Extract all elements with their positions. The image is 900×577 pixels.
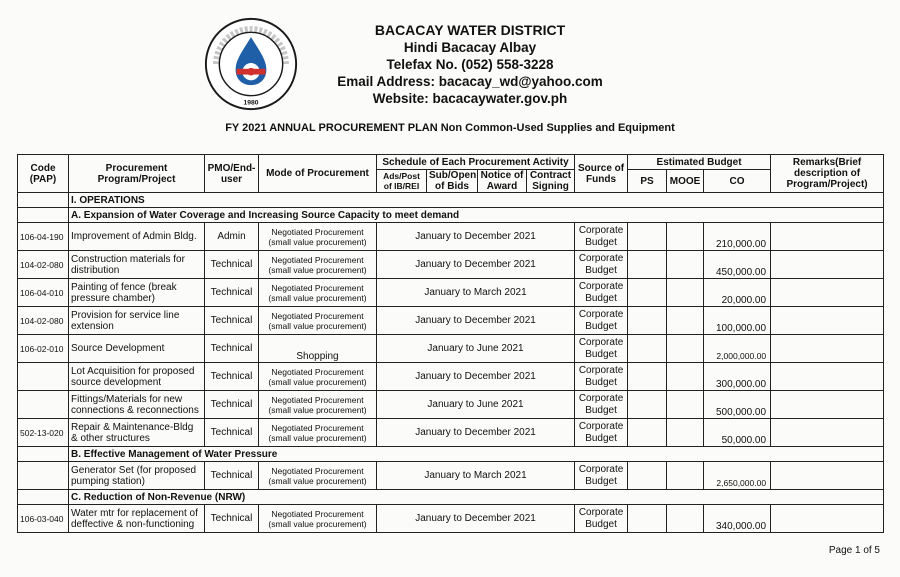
row-program: Generator Set (for proposed pumping station)	[69, 462, 205, 490]
col-co-header: CO	[704, 170, 771, 193]
row-source: Corporate Budget	[575, 391, 628, 419]
row-schedule: January to December 2021	[377, 307, 575, 335]
row-schedule: January to December 2021	[377, 419, 575, 447]
col-mooe-header: MOOE	[667, 170, 704, 193]
row-co: 300,000.00	[704, 363, 771, 391]
row-code	[18, 363, 69, 391]
table-row	[18, 307, 884, 335]
org-address: Hindi Bacacay Albay	[403, 40, 537, 55]
row-co: 210,000.00	[704, 223, 771, 251]
row-pmo: Technical	[205, 251, 259, 279]
row-code: 104-02-080	[18, 251, 69, 279]
col-contract-header: Contract Signing	[527, 170, 575, 193]
page-number: Page 1 of 5	[828, 545, 880, 556]
table-row	[18, 391, 884, 419]
row-program: Improvement of Admin Bldg.	[69, 223, 205, 251]
row-program: Water mtr for replacement of deffective & non-functioning	[69, 505, 205, 533]
table-row	[18, 251, 884, 279]
row-schedule: January to June 2021	[377, 391, 575, 419]
row-program: Provision for service line extension	[69, 307, 205, 335]
row-co: 20,000.00	[704, 279, 771, 307]
row-pmo: Technical	[205, 462, 259, 490]
seal-year: 1980	[243, 99, 259, 107]
row-mode: Negotiated Procurement (small value procurement)	[259, 505, 377, 533]
col-subopen-header: Sub/Open of Bids	[427, 170, 478, 193]
table-row	[18, 279, 884, 307]
row-program: Repair & Maintenance-Bldg & other structures	[69, 419, 205, 447]
row-pmo: Admin	[205, 223, 259, 251]
org-email: Email Address: bacacay_wd@yahoo.com	[337, 74, 603, 89]
table-row	[18, 335, 884, 363]
col-notice-header: Notice of Award	[478, 170, 527, 193]
row-code: 106-04-010	[18, 279, 69, 307]
row-mode: Negotiated Procurement (small value procurement)	[259, 462, 377, 490]
row-program: Fittings/Materials for new connections & reconnections	[69, 391, 205, 419]
row-co: 2,000,000.00	[704, 335, 771, 363]
row-pmo: Technical	[205, 335, 259, 363]
org-website: Website: bacacaywater.gov.ph	[372, 91, 568, 106]
row-mode: Negotiated Procurement (small value procurement)	[259, 391, 377, 419]
row-mode: Negotiated Procurement (small value procurement)	[259, 279, 377, 307]
row-source: Corporate Budget	[575, 251, 628, 279]
row-program: Lot Acquisition for proposed source development	[69, 363, 205, 391]
col-source-header: Source of Funds	[575, 155, 628, 193]
section-a-expansion: A. Expansion of Water Coverage and Increasing Source Capacity to meet demand	[69, 208, 884, 223]
col-pmo-header: PMO/End-user	[205, 155, 259, 193]
row-source: Corporate Budget	[575, 363, 628, 391]
org-telefax: Telefax No. (052) 558-3228	[386, 57, 554, 72]
row-code: 502-13-020	[18, 419, 69, 447]
col-remarks-header: Remarks(Brief description of Program/Project)	[771, 155, 884, 193]
col-ads-header: Ads/Post of IB/REI	[377, 170, 427, 193]
row-mode: Negotiated Procurement (small value procurement)	[259, 307, 377, 335]
row-pmo: Technical	[205, 419, 259, 447]
row-code: 106-02-010	[18, 335, 69, 363]
row-mode: Negotiated Procurement (small value procurement)	[259, 223, 377, 251]
col-ps-header: PS	[628, 170, 667, 193]
row-source: Corporate Budget	[575, 279, 628, 307]
row-co: 2,650,000.00	[704, 462, 771, 490]
col-mode-header: Mode of Procurement	[259, 155, 377, 193]
table-row	[18, 462, 884, 490]
row-code	[18, 391, 69, 419]
row-schedule: January to March 2021	[377, 462, 575, 490]
row-schedule: January to December 2021	[377, 223, 575, 251]
table-row	[18, 363, 884, 391]
row-co: 500,000.00	[704, 391, 771, 419]
row-schedule: January to December 2021	[377, 251, 575, 279]
water-district-seal-logo	[203, 16, 299, 112]
col-budget-header: Estimated Budget	[628, 155, 771, 170]
row-source: Corporate Budget	[575, 419, 628, 447]
section-b-pressure: B. Effective Management of Water Pressure	[69, 447, 884, 462]
row-program: Source Development	[69, 335, 205, 363]
col-code-header: Code (PAP)	[18, 155, 69, 193]
table-row	[18, 505, 884, 533]
row-schedule: January to December 2021	[377, 363, 575, 391]
row-pmo: Technical	[205, 391, 259, 419]
row-co: 450,000.00	[704, 251, 771, 279]
row-mode: Negotiated Procurement (small value procurement)	[259, 419, 377, 447]
section-operations: I. OPERATIONS	[69, 193, 884, 208]
row-source: Corporate Budget	[575, 505, 628, 533]
row-pmo: Technical	[205, 279, 259, 307]
row-schedule: January to June 2021	[377, 335, 575, 363]
row-pmo: Technical	[205, 505, 259, 533]
row-source: Corporate Budget	[575, 223, 628, 251]
row-mode: Negotiated Procurement (small value procurement)	[259, 251, 377, 279]
row-mode: Negotiated Procurement (small value procurement)	[259, 363, 377, 391]
row-co: 50,000.00	[704, 419, 771, 447]
col-schedule-header: Schedule of Each Procurement Activity	[377, 155, 575, 170]
row-source: Corporate Budget	[575, 307, 628, 335]
row-code: 106-04-190	[18, 223, 69, 251]
row-code: 104-02-080	[18, 307, 69, 335]
row-schedule: January to March 2021	[377, 279, 575, 307]
row-code: 106-03-040	[18, 505, 69, 533]
row-pmo: Technical	[205, 307, 259, 335]
row-co: 340,000.00	[704, 505, 771, 533]
row-program: Painting of fence (break pressure chamber)	[69, 279, 205, 307]
row-source: Corporate Budget	[575, 462, 628, 490]
document-header	[300, 22, 640, 107]
row-code	[18, 462, 69, 490]
table-row	[18, 223, 884, 251]
table-row	[18, 419, 884, 447]
col-program-header: Procurement Program/Project	[69, 155, 205, 193]
plan-title: FY 2021 ANNUAL PROCUREMENT PLAN Non Common-Used Supplies and Equipment	[225, 122, 675, 134]
section-c-nrw: C. Reduction of Non-Revenue (NRW)	[69, 490, 884, 505]
row-schedule: January to December 2021	[377, 505, 575, 533]
procurement-plan-table	[17, 154, 884, 533]
row-co: 100,000.00	[704, 307, 771, 335]
row-mode: Shopping	[259, 335, 377, 363]
row-program: Construction materials for distribution	[69, 251, 205, 279]
row-source: Corporate Budget	[575, 335, 628, 363]
row-pmo: Technical	[205, 363, 259, 391]
org-name: BACACAY WATER DISTRICT	[374, 22, 566, 38]
